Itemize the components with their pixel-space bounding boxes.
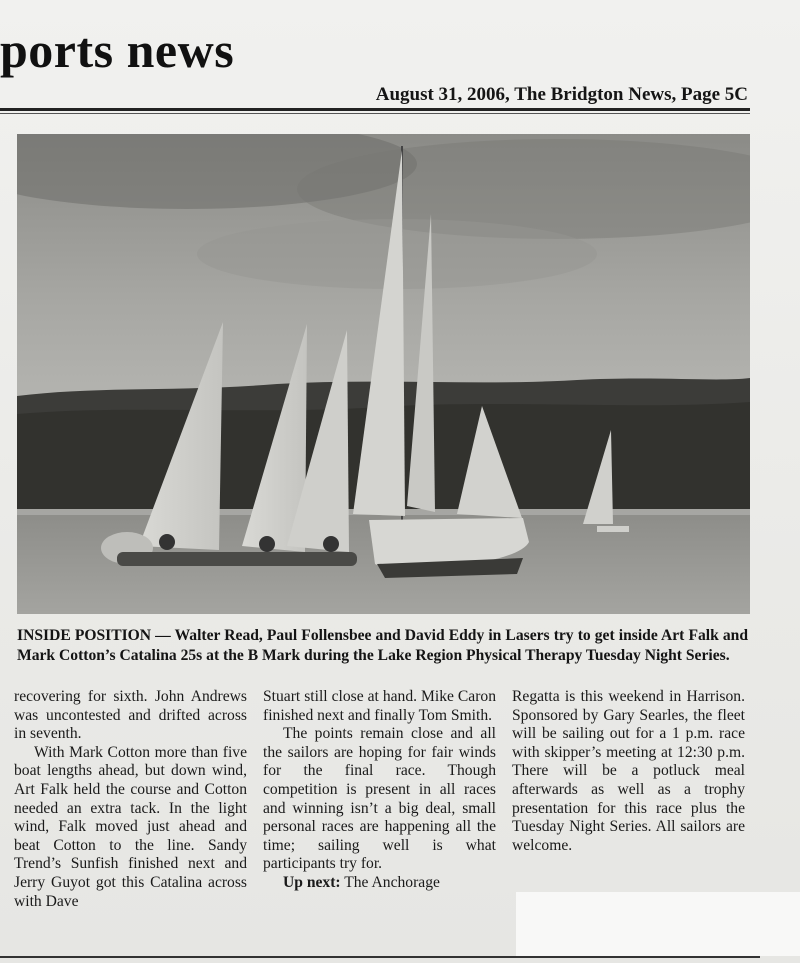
article-column-2: [263, 688, 496, 893]
sailboat-race-photo: [17, 134, 750, 614]
paragraph: Stuart still close at hand. Mike Caron finished next and finally Tom Smith.: [263, 688, 496, 724]
header-rule-thin: [0, 113, 750, 114]
article-column-3: [512, 688, 745, 855]
caption-text: Walter Read, Paul Follensbee and David Eddy in Lasers try to get inside Art Falk and Mark Cotton’s Catalina 25s at the B Mark during the Lake Region Physical Therapy Tuesday Night Series.: [17, 627, 748, 664]
caption-lead: INSIDE POSITION —: [17, 627, 171, 644]
paragraph: The points remain close and all the sailors are hoping for fair winds for the final race. Though competition is present in all races and winning isn’t a big deal, small personal races are happening all the time; sailing well is what participants try for.: [263, 725, 496, 873]
article-column-1: [14, 688, 247, 911]
paragraph: recovering for sixth. John Andrews was uncontested and drifted across in seventh.: [14, 688, 247, 743]
dateline: August 31, 2006, The Bridgton News, Page 5C: [375, 84, 748, 105]
photo-caption: [17, 626, 748, 666]
laser-hull: [117, 552, 357, 566]
up-next-paragraph: [263, 874, 496, 893]
footer-rule: [0, 956, 760, 958]
paragraph: Regatta is this weekend in Harrison. Sponsored by Gary Searles, the fleet will be sailing out for a 1 p.m. race with skipper’s meeting at 12:30 p.m. There will be a potluck meal afterwards as well as a trophy presentation for this race plus the Tuesday Night Series. All sailors are welcome.: [512, 688, 745, 854]
up-next-text: The Anchorage: [344, 873, 440, 891]
section-masthead: ports news: [0, 22, 235, 78]
header-rule: [0, 108, 750, 111]
paragraph: With Mark Cotton more than five boat lengths ahead, but down wind, Art Falk held the course and Cotton needed an extra tack. In the light wind, Falk moved just ahead and beat Cotton to the line. Sandy Trend’s Sunfish finished next and Jerry Guyot got this Catalina across with Dave: [14, 743, 247, 910]
up-next-label: Up next:: [283, 873, 341, 891]
clipping-edge: [516, 892, 800, 956]
